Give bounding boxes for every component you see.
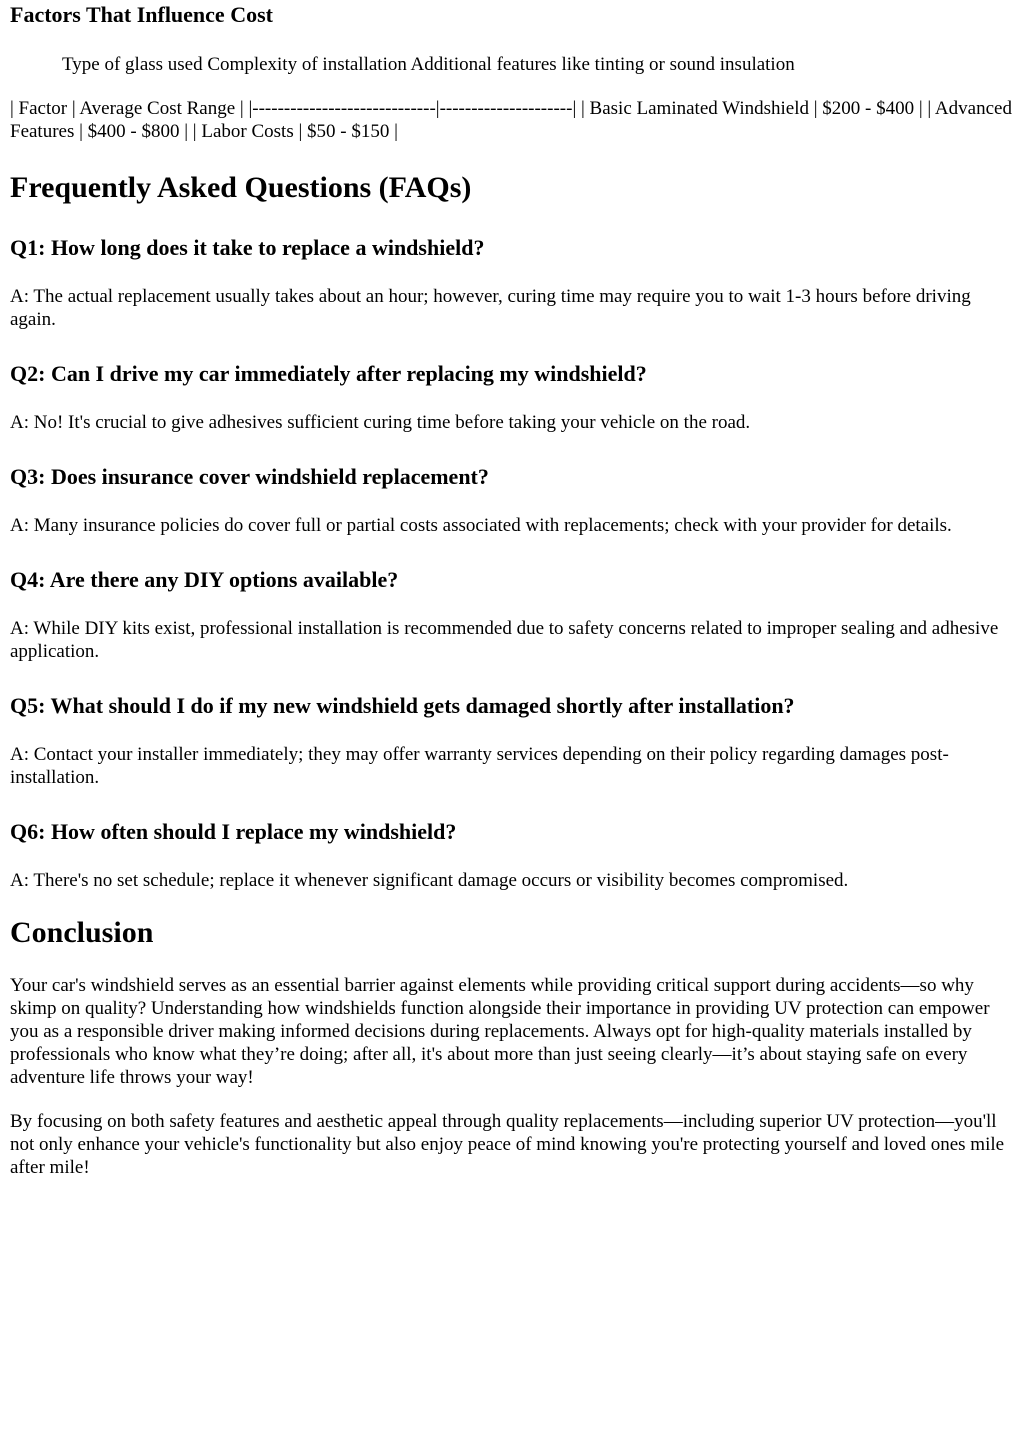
- conclusion-heading: Conclusion: [10, 916, 154, 949]
- faq-answer: A: No! It's crucial to give adhesives sufficient curing time before taking your vehicle on the road.: [10, 412, 751, 433]
- faq-item-6: [10, 819, 1014, 892]
- faq-question: Q4: Are there any DIY options available?: [10, 567, 399, 592]
- faq-question: Q2: Can I drive my car immediately after replacing my windshield?: [10, 361, 647, 386]
- conclusion-paragraph-1: Your car's windshield serves as an essential barrier against elements while providing critical support during accidents—so why skimp on quality? Understanding how windshields function alongside their importance in providing UV protection can empower you as a responsible driver making informed decisions during replacements. Always opt for high-quality materials installed by professionals who know what they’re doing; after all, it's about more than just seeing clearly—it’s about staying safe on every adventure life throws your way!: [10, 975, 990, 1088]
- faq-answer: A: There's no set schedule; replace it whenever significant damage occurs or visibility becomes compromised.: [10, 870, 849, 891]
- cost-table-text: | Factor | Average Cost Range | |-----------------------------|---------------------| | Basic Laminated Windshield | $200 - $400 | | Advanced Features | $400 - $800 | | Labor Costs | $50 - $150 |: [10, 98, 1012, 142]
- faq-question: Q1: How long does it take to replace a windshield?: [10, 235, 485, 260]
- faq-item-4: [10, 567, 1014, 663]
- faq-question: Q5: What should I do if my new windshield gets damaged shortly after installation?: [10, 693, 795, 718]
- faq-answer: A: While DIY kits exist, professional installation is recommended due to safety concerns related to improper sealing and adhesive application.: [10, 618, 999, 662]
- faq-question: Q3: Does insurance cover windshield replacement?: [10, 464, 489, 489]
- faq-item-2: [10, 361, 1014, 434]
- factors-list: Type of glass used Complexity of installation Additional features like tinting or sound insulation: [62, 54, 795, 75]
- conclusion-paragraph-2: By focusing on both safety features and aesthetic appeal through quality replacements—including superior UV protection—you'll not only enhance your vehicle's functionality but also enjoy peace of mind knowing you're protecting yourself and loved ones mile after mile!: [10, 1111, 1005, 1178]
- faq-answer: A: Many insurance policies do cover full or partial costs associated with replacements; check with your provider for details.: [10, 515, 952, 536]
- faq-item-1: [10, 235, 1014, 331]
- faq-question: Q6: How often should I replace my windshield?: [10, 819, 457, 844]
- factors-heading: Factors That Influence Cost: [10, 2, 273, 27]
- faq-heading: Frequently Asked Questions (FAQs): [10, 171, 472, 204]
- faq-item-5: [10, 693, 1014, 789]
- article-page: [0, 2, 1024, 1179]
- faq-answer: A: The actual replacement usually takes about an hour; however, curing time may require you to wait 1-3 hours before driving again.: [10, 286, 971, 330]
- faq-answer: A: Contact your installer immediately; they may offer warranty services depending on their policy regarding damages post-installation.: [10, 744, 949, 788]
- faq-item-3: [10, 464, 1014, 537]
